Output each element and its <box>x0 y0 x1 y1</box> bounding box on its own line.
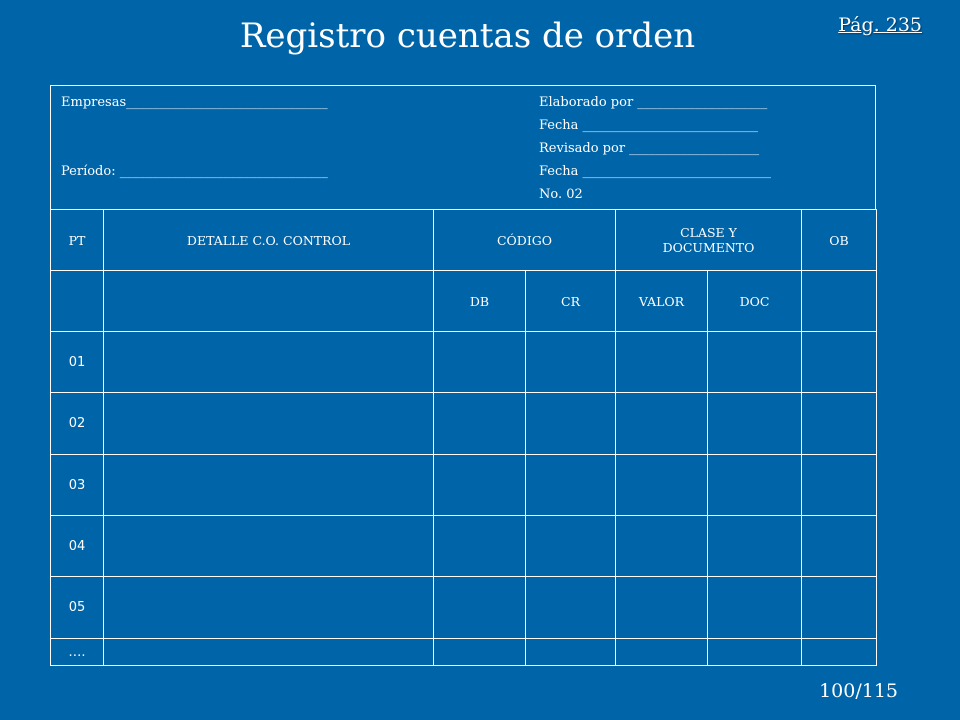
header-ob: OB <box>802 210 877 271</box>
detalle-cell[interactable] <box>104 393 434 455</box>
table-row <box>51 455 877 516</box>
numero-field: No. 02 <box>539 187 583 202</box>
doc-cell[interactable] <box>708 455 802 516</box>
doc-cell[interactable] <box>708 577 802 639</box>
elaborado-field: Elaborado por ____________________ <box>539 95 768 110</box>
cr-cell[interactable] <box>526 332 616 393</box>
detalle-cell[interactable] <box>104 455 434 516</box>
subheader-db: DB <box>434 271 526 332</box>
detalle-cell[interactable] <box>104 332 434 393</box>
periodo-field: Período: ________________________________ <box>61 164 328 179</box>
db-cell[interactable] <box>434 455 526 516</box>
table-row <box>51 393 877 455</box>
ob-cell[interactable] <box>802 639 877 666</box>
table-row <box>51 639 877 666</box>
row-number: 02 <box>51 393 104 455</box>
ob-cell[interactable] <box>802 332 877 393</box>
header-pt: PT <box>51 210 104 271</box>
db-cell[interactable] <box>434 332 526 393</box>
subheader-empty <box>104 271 434 332</box>
cr-cell[interactable] <box>526 393 616 455</box>
valor-cell[interactable] <box>616 332 708 393</box>
doc-cell[interactable] <box>708 332 802 393</box>
detalle-cell[interactable] <box>104 639 434 666</box>
valor-cell[interactable] <box>616 455 708 516</box>
subheader-doc: DOC <box>708 271 802 332</box>
subheader-empty <box>802 271 877 332</box>
db-cell[interactable] <box>434 577 526 639</box>
slide-number: 100/115 <box>819 680 898 702</box>
subheader-row <box>51 271 877 332</box>
fecha-elaborado-field: Fecha ___________________________ <box>539 118 759 133</box>
detalle-cell[interactable] <box>104 516 434 577</box>
header-row <box>51 210 877 271</box>
valor-cell[interactable] <box>616 577 708 639</box>
doc-cell[interactable] <box>708 393 802 455</box>
valor-cell[interactable] <box>616 393 708 455</box>
header-detalle: DETALLE C.O. CONTROL <box>104 210 434 271</box>
row-number: …. <box>51 639 104 666</box>
form-header <box>50 85 876 209</box>
valor-cell[interactable] <box>616 639 708 666</box>
table-row <box>51 332 877 393</box>
subheader-cr: CR <box>526 271 616 332</box>
db-cell[interactable] <box>434 393 526 455</box>
ob-cell[interactable] <box>802 577 877 639</box>
cr-cell[interactable] <box>526 639 616 666</box>
subheader-valor: VALOR <box>616 271 708 332</box>
revisado-field: Revisado por ____________________ <box>539 141 760 156</box>
subheader-empty <box>51 271 104 332</box>
cr-cell[interactable] <box>526 455 616 516</box>
row-number: 05 <box>51 577 104 639</box>
fecha-revisado-field: Fecha _____________________________ <box>539 164 772 179</box>
valor-cell[interactable] <box>616 516 708 577</box>
db-cell[interactable] <box>434 639 526 666</box>
slide-title: Registro cuentas de orden <box>239 16 696 56</box>
header-clase: CLASE Y DOCUMENTO <box>616 210 802 271</box>
header-codigo: CÓDIGO <box>434 210 616 271</box>
row-number: 04 <box>51 516 104 577</box>
db-cell[interactable] <box>434 516 526 577</box>
detalle-cell[interactable] <box>104 577 434 639</box>
row-number: 01 <box>51 332 104 393</box>
doc-cell[interactable] <box>708 516 802 577</box>
ob-cell[interactable] <box>802 455 877 516</box>
register-table <box>50 209 877 666</box>
doc-cell[interactable] <box>708 639 802 666</box>
page-reference: Pág. 235 <box>838 14 922 36</box>
table-row <box>51 516 877 577</box>
ob-cell[interactable] <box>802 516 877 577</box>
cr-cell[interactable] <box>526 516 616 577</box>
cr-cell[interactable] <box>526 577 616 639</box>
row-number: 03 <box>51 455 104 516</box>
table-row <box>51 577 877 639</box>
ob-cell[interactable] <box>802 393 877 455</box>
empresas-field: Empresas_______________________________ <box>61 95 328 110</box>
